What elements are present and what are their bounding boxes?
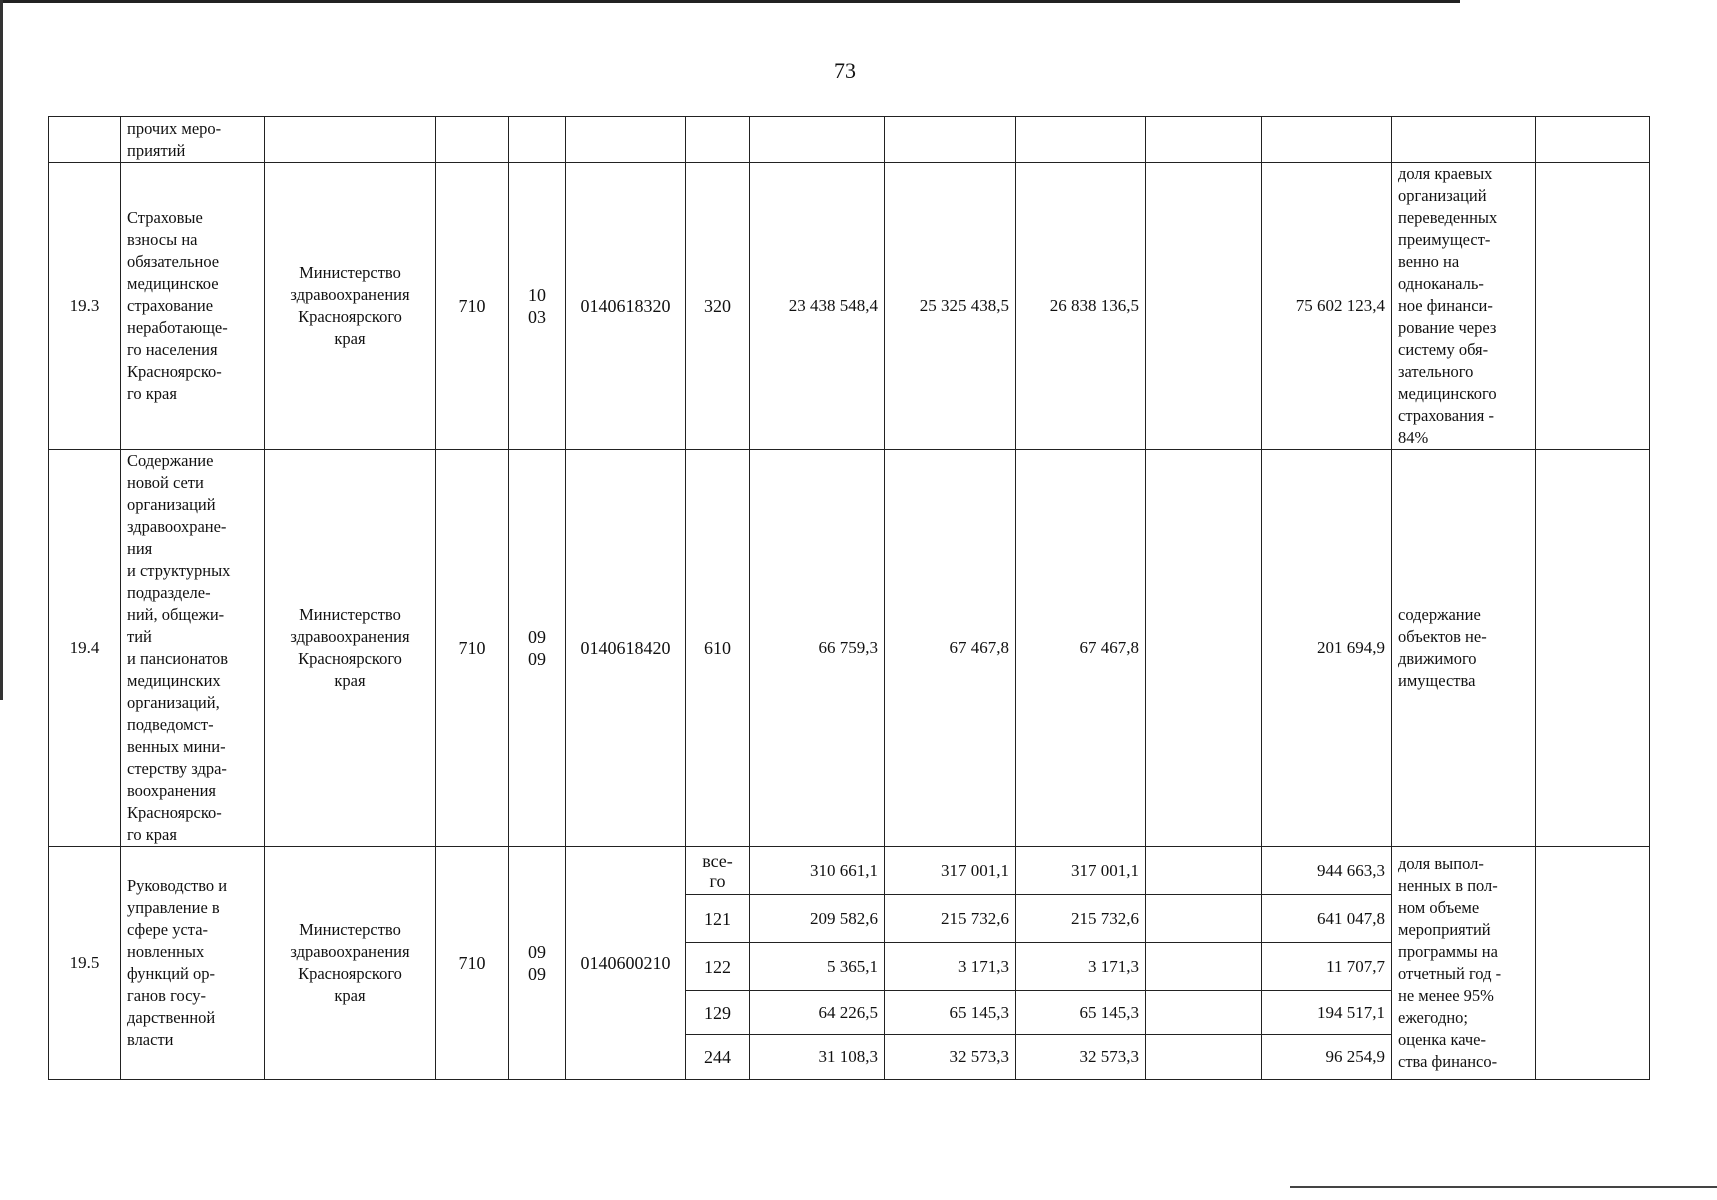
cell-total: 96 254,9 [1262,1035,1392,1080]
cell-year2: 65 145,3 [885,991,1016,1035]
cell-vr: 122 [686,943,750,991]
cell-extra [1536,163,1650,450]
cell-grbs: 710 [436,163,509,450]
cell-vr: 244 [686,1035,750,1080]
cell-year3: 317 001,1 [1016,847,1146,895]
scan-border-bottom [1290,1186,1717,1188]
cell-year3: 32 573,3 [1016,1035,1146,1080]
cell-year4 [1146,943,1262,991]
cell-year3: 65 145,3 [1016,991,1146,1035]
cell-total: 11 707,7 [1262,943,1392,991]
cell-total: 75 602 123,4 [1262,163,1392,450]
cell-year3 [1016,117,1146,163]
cell-year2: 67 467,8 [885,450,1016,847]
cell-year3: 26 838 136,5 [1016,163,1146,450]
cell-year2: 215 732,6 [885,895,1016,943]
cell-year4 [1146,991,1262,1035]
table-row-19-4 [49,450,1650,847]
cell-year3: 67 467,8 [1016,450,1146,847]
cell-num: 19.4 [49,450,121,847]
cell-year2: 317 001,1 [885,847,1016,895]
cell-name: Страховые взносы на обязательное медицинское страхование неработающе- го населения Красноярско- го края [121,163,265,450]
cell-csr: 0140618420 [566,450,686,847]
cell-year2: 25 325 438,5 [885,163,1016,450]
cell-year3: 215 732,6 [1016,895,1146,943]
cell-year4 [1146,117,1262,163]
cell-num: 19.5 [49,847,121,1080]
cell-year2: 32 573,3 [885,1035,1016,1080]
cell-rzpr [509,117,566,163]
cell-ministry [265,117,436,163]
cell-year1: 31 108,3 [750,1035,885,1080]
cell-vr: 610 [686,450,750,847]
cell-extra [1536,117,1650,163]
cell-year4 [1146,163,1262,450]
cell-year4 [1146,1035,1262,1080]
cell-ministry: Министерство здравоохранения Красноярского края [265,163,436,450]
cell-year4 [1146,847,1262,895]
cell-rzpr: 10 03 [509,163,566,450]
cell-total: 641 047,8 [1262,895,1392,943]
budget-table [48,116,1650,1080]
cell-year1 [750,117,885,163]
cell-year1: 64 226,5 [750,991,885,1035]
cell-name: Руководство и управление в сфере уста- новленных функций ор- ганов госу- дарственной власти [121,847,265,1080]
cell-year3: 3 171,3 [1016,943,1146,991]
cell-vr [686,117,750,163]
cell-year1: 209 582,6 [750,895,885,943]
cell-year1: 66 759,3 [750,450,885,847]
cell-year1: 5 365,1 [750,943,885,991]
cell-result: доля краевых организаций переведенных преимущест- венно на одноканаль- ное финанси- рование через систему обя- зательного медицинского страхования - 84% [1392,163,1536,450]
cell-year2: 3 171,3 [885,943,1016,991]
cell-year4 [1146,895,1262,943]
cell-csr [566,117,686,163]
cell-grbs: 710 [436,847,509,1080]
cell-total: 201 694,9 [1262,450,1392,847]
cell-extra [1536,450,1650,847]
cell-name: прочих меро- приятий [121,117,265,163]
cell-ministry: Министерство здравоохранения Красноярского края [265,847,436,1080]
cell-vr: все- го [686,847,750,895]
table-row-19-5-total [49,847,1650,895]
cell-result: доля выпол- ненных в пол- ном объеме мероприятий программы на отчетный год - не менее 95% ежегодно; оценка каче- ства финансо- [1392,847,1536,1080]
cell-grbs [436,117,509,163]
table-row-continuation [49,117,1650,163]
cell-num [49,117,121,163]
cell-vr: 121 [686,895,750,943]
table-row-19-3 [49,163,1650,450]
cell-rzpr: 09 09 [509,847,566,1080]
cell-csr: 0140618320 [566,163,686,450]
cell-result [1392,117,1536,163]
cell-name: Содержание новой сети организаций здравоохране- ния и структурных подразделе- ний, общежи- тий и пансионатов медицинских организаций, подведомст- венных мини- стерству здра- воохранения Красноярско- го края [121,450,265,847]
scan-border-top [0,0,1460,3]
cell-csr: 0140600210 [566,847,686,1080]
cell-total: 944 663,3 [1262,847,1392,895]
cell-year4 [1146,450,1262,847]
cell-vr: 129 [686,991,750,1035]
cell-grbs: 710 [436,450,509,847]
cell-num: 19.3 [49,163,121,450]
cell-total [1262,117,1392,163]
cell-vr: 320 [686,163,750,450]
scan-border-left [0,0,3,700]
page-number: 73 [834,58,856,83]
cell-rzpr: 09 09 [509,450,566,847]
cell-year1: 23 438 548,4 [750,163,885,450]
cell-year1: 310 661,1 [750,847,885,895]
cell-year2 [885,117,1016,163]
cell-result: содержание объектов не- движимого имущества [1392,450,1536,847]
cell-extra [1536,847,1650,1080]
cell-ministry: Министерство здравоохранения Красноярского края [265,450,436,847]
cell-total: 194 517,1 [1262,991,1392,1035]
